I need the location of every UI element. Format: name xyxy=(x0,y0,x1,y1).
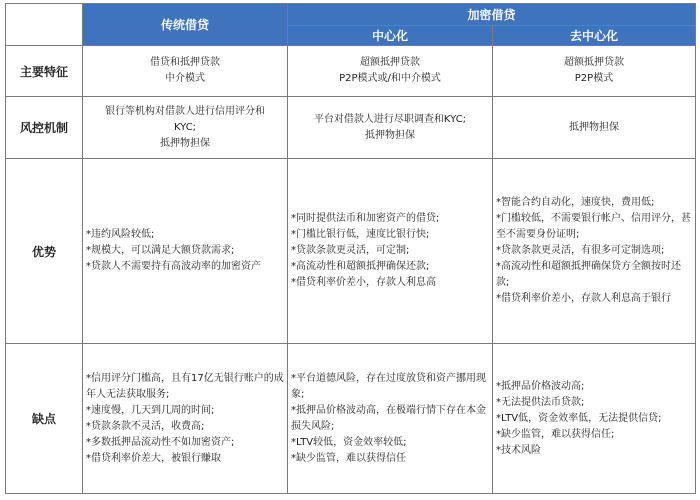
disadvantages-traditional-line: *借贷利率价差大，被银行赚取 xyxy=(86,452,221,464)
features-decentralized-line: 超额抵押贷款 xyxy=(564,57,624,68)
advantages-decentralized-line: *借贷利率价差小，存款人利息高于银行 xyxy=(496,293,671,304)
features-traditional-line: 借贷和抵押贷款 xyxy=(150,57,220,68)
advantages-decentralized-line: *智能合约自动化，速度快，费用低; xyxy=(496,197,655,208)
advantages-decentralized-line: *门槛较低，不需要银行帐户、信用评分，甚至不需要身份证明; xyxy=(496,213,691,240)
risk-centralized xyxy=(288,97,493,159)
advantages-centralized-line: *门槛比银行低，速度比银行快; xyxy=(291,229,430,240)
features-decentralized-line: P2P模式 xyxy=(574,73,614,84)
advantages-traditional-line: *违约风险较低; xyxy=(86,229,155,240)
row-label-disadvantages: 缺点 xyxy=(6,344,83,494)
row-label-risk: 风控机制 xyxy=(6,97,83,159)
disadvantages-decentralized xyxy=(493,344,696,494)
disadvantages-decentralized-line: *抵押品价格波动高; xyxy=(496,380,585,392)
advantages-decentralized-line: *贷款条款更灵活，有很多可定制选项; xyxy=(496,245,665,256)
disadvantages-centralized xyxy=(288,344,493,494)
corner-cell xyxy=(6,4,83,46)
advantages-traditional-line: *贷款人不需要持有高波动率的加密资产 xyxy=(86,261,261,272)
header-centralized: 中心化 xyxy=(288,26,493,46)
features-traditional xyxy=(83,46,288,97)
features-centralized-line: P2P模式或/和中介模式 xyxy=(339,73,441,84)
header-decentralized: 去中心化 xyxy=(493,26,696,46)
risk-centralized-line: 平台对借款人进行尽职调查和KYC; xyxy=(313,113,467,125)
advantages-traditional-line: *规模大，可以满足大额贷款需求; xyxy=(86,245,235,256)
advantages-centralized-line: *贷款条款更灵活，可定制; xyxy=(291,245,410,256)
risk-traditional-line: KYC; xyxy=(173,121,197,133)
disadvantages-traditional-line: *信用评分门槛高，且有17亿无银行账户的成年人无法获取服务; xyxy=(86,372,284,400)
risk-centralized-line: 抵押物担保 xyxy=(365,129,415,141)
disadvantages-traditional xyxy=(83,344,288,494)
disadvantages-centralized-line: *缺少监管，难以获得信任 xyxy=(291,452,406,464)
risk-traditional-line: 抵押物担保 xyxy=(160,137,210,149)
disadvantages-decentralized-line: *无法提供法币贷款; xyxy=(496,396,585,408)
risk-decentralized xyxy=(493,97,696,159)
row-label-advantages: 优势 xyxy=(6,159,83,344)
features-decentralized xyxy=(493,46,696,97)
disadvantages-traditional-line: *贷款条款不灵活，收费高; xyxy=(86,420,205,432)
header-traditional: 传统借贷 xyxy=(83,4,288,46)
disadvantages-traditional-line: *多数抵押品流动性不如加密资产; xyxy=(86,436,235,448)
advantages-centralized-line: *同时提供法币和加密资产的借贷; xyxy=(291,213,440,224)
advantages-traditional xyxy=(83,159,288,344)
advantages-decentralized-line: *高流动性和超额抵押确保贷方全额按时还款; xyxy=(496,261,681,288)
disadvantages-decentralized-line: *LTV低，资金效率低，无法提供信贷; xyxy=(496,412,662,424)
disadvantages-centralized-line: *LTV较低，资金效率较低; xyxy=(291,436,407,448)
advantages-centralized-line: *高流动性和超额抵押确保还款; xyxy=(291,261,430,272)
risk-traditional xyxy=(83,97,288,159)
row-label-features: 主要特征 xyxy=(6,46,83,97)
risk-traditional-line: 银行等机构对借款人进行信用评分和 xyxy=(105,105,265,117)
header-crypto: 加密借贷 xyxy=(288,4,696,26)
risk-decentralized-line: 抵押物担保 xyxy=(569,121,619,133)
disadvantages-decentralized-line: *缺少监管，难以获得信任; xyxy=(496,428,615,440)
advantages-decentralized xyxy=(493,159,696,344)
features-traditional-line: 中介模式 xyxy=(165,73,205,84)
advantages-centralized xyxy=(288,159,493,344)
disadvantages-decentralized-line: *技术风险 xyxy=(496,444,541,456)
disadvantages-centralized-line: *抵押品价格波动高，在极端行情下存在本金损失风险; xyxy=(291,404,486,432)
advantages-centralized-line: *借贷利率价差小，存款人利息高 xyxy=(291,277,436,288)
features-centralized-line: 超额抵押贷款 xyxy=(360,57,420,68)
disadvantages-centralized-line: *平台道德风险，存在过度放贷和资产挪用现象; xyxy=(291,372,486,400)
disadvantages-traditional-line: *速度慢，几天到几周的时间; xyxy=(86,404,215,416)
features-centralized xyxy=(288,46,493,97)
comparison-table xyxy=(5,3,696,494)
